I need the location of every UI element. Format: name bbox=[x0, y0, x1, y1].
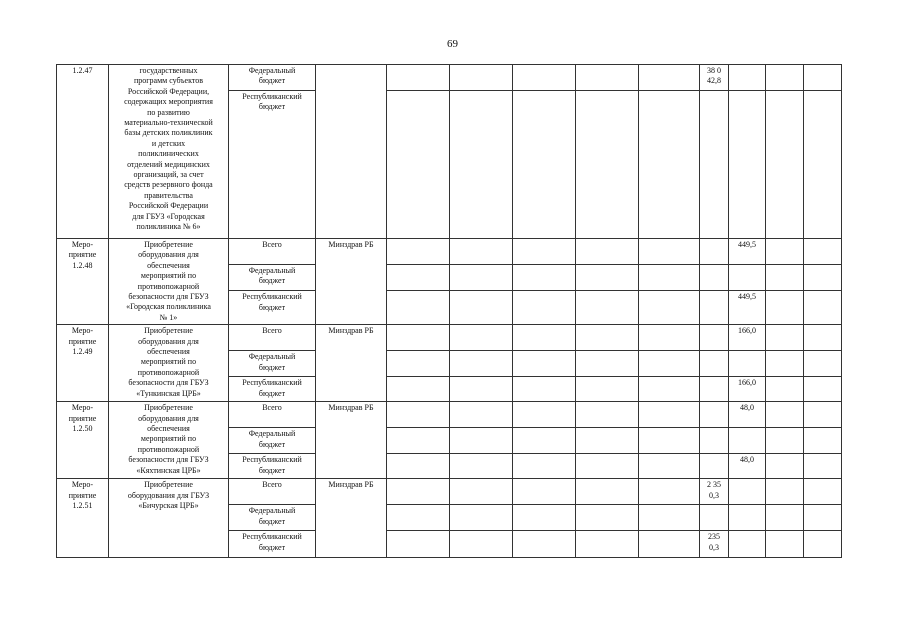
value-cell bbox=[450, 351, 513, 377]
value-cell bbox=[450, 325, 513, 351]
value-cell bbox=[513, 291, 576, 325]
value-cell bbox=[513, 91, 576, 239]
value-cell bbox=[639, 402, 700, 428]
value-cell bbox=[639, 377, 700, 402]
measure-description-cell: Приобретение оборудования для обеспечения мероприятий по противопожарной безопасности для ГБУЗ «Городская поликлиника № 1» bbox=[109, 239, 229, 325]
value-cell bbox=[513, 239, 576, 265]
value-cell bbox=[766, 351, 804, 377]
funding-source-cell: Республиканский бюджет bbox=[229, 531, 316, 558]
value-cell bbox=[450, 291, 513, 325]
value-cell bbox=[576, 325, 639, 351]
executor-cell: Минздрав РБ bbox=[316, 479, 387, 558]
value-cell bbox=[700, 505, 729, 531]
value-cell bbox=[700, 402, 729, 428]
value-cell bbox=[639, 325, 700, 351]
value-cell bbox=[513, 265, 576, 291]
funding-source-cell: Всего bbox=[229, 479, 316, 505]
value-cell bbox=[450, 265, 513, 291]
funding-source-cell: Федеральный бюджет bbox=[229, 505, 316, 531]
value-cell bbox=[804, 91, 842, 239]
value-cell bbox=[450, 531, 513, 558]
funding-source-cell: Федеральный бюджет bbox=[229, 428, 316, 454]
funding-source-cell: Всего bbox=[229, 239, 316, 265]
value-cell bbox=[766, 65, 804, 91]
value-cell: 38 0 42,8 bbox=[700, 65, 729, 91]
value-cell bbox=[804, 351, 842, 377]
value-cell: 449,5 bbox=[729, 291, 766, 325]
value-cell bbox=[576, 351, 639, 377]
budget-table bbox=[56, 64, 842, 558]
value-cell bbox=[729, 351, 766, 377]
value-cell: 48,0 bbox=[729, 402, 766, 428]
table-row bbox=[57, 239, 842, 265]
value-cell bbox=[576, 505, 639, 531]
value-cell bbox=[387, 65, 450, 91]
value-cell bbox=[804, 65, 842, 91]
measure-description-cell: Приобретение оборудования для ГБУЗ «Бичурская ЦРБ» bbox=[109, 479, 229, 558]
value-cell bbox=[700, 377, 729, 402]
value-cell bbox=[387, 454, 450, 479]
value-cell bbox=[387, 505, 450, 531]
value-cell bbox=[766, 239, 804, 265]
value-cell bbox=[387, 91, 450, 239]
value-cell bbox=[387, 377, 450, 402]
value-cell bbox=[387, 479, 450, 505]
funding-source-cell: Всего bbox=[229, 402, 316, 428]
executor-cell: Минздрав РБ bbox=[316, 402, 387, 479]
value-cell bbox=[576, 479, 639, 505]
value-cell bbox=[700, 428, 729, 454]
value-cell bbox=[387, 325, 450, 351]
table-row bbox=[57, 402, 842, 428]
page-number: 69 bbox=[447, 38, 458, 50]
executor-cell bbox=[316, 65, 387, 239]
value-cell bbox=[576, 291, 639, 325]
value-cell bbox=[576, 531, 639, 558]
value-cell bbox=[729, 428, 766, 454]
value-cell bbox=[513, 377, 576, 402]
value-cell bbox=[639, 65, 700, 91]
measure-id-cell: Меро- приятие 1.2.51 bbox=[57, 479, 109, 558]
funding-source-cell: Федеральный бюджет bbox=[229, 65, 316, 91]
funding-source-cell: Федеральный бюджет bbox=[229, 351, 316, 377]
value-cell bbox=[576, 265, 639, 291]
value-cell bbox=[804, 239, 842, 265]
measure-id-cell: 1.2.47 bbox=[57, 65, 109, 239]
table-row bbox=[57, 479, 842, 505]
value-cell bbox=[513, 531, 576, 558]
value-cell bbox=[766, 402, 804, 428]
value-cell bbox=[450, 479, 513, 505]
value-cell bbox=[576, 65, 639, 91]
value-cell bbox=[450, 454, 513, 479]
value-cell bbox=[513, 351, 576, 377]
value-cell bbox=[804, 265, 842, 291]
table-row bbox=[57, 65, 842, 91]
value-cell bbox=[639, 351, 700, 377]
value-cell bbox=[804, 377, 842, 402]
value-cell bbox=[450, 402, 513, 428]
value-cell bbox=[639, 479, 700, 505]
value-cell bbox=[639, 291, 700, 325]
value-cell bbox=[766, 428, 804, 454]
value-cell bbox=[804, 291, 842, 325]
value-cell bbox=[387, 291, 450, 325]
value-cell bbox=[450, 91, 513, 239]
value-cell bbox=[639, 265, 700, 291]
value-cell bbox=[576, 402, 639, 428]
value-cell bbox=[513, 325, 576, 351]
value-cell bbox=[639, 239, 700, 265]
value-cell bbox=[766, 454, 804, 479]
value-cell bbox=[387, 239, 450, 265]
value-cell bbox=[576, 454, 639, 479]
executor-cell: Минздрав РБ bbox=[316, 239, 387, 325]
measure-id-cell: Меро- приятие 1.2.49 bbox=[57, 325, 109, 402]
value-cell bbox=[450, 428, 513, 454]
measure-description-cell: Приобретение оборудования для обеспечения мероприятий по противопожарной безопасности для ГБУЗ «Кяхтинская ЦРБ» bbox=[109, 402, 229, 479]
value-cell bbox=[450, 239, 513, 265]
value-cell bbox=[804, 402, 842, 428]
measure-description-cell: государственных программ субъектов Российской Федерации, содержащих мероприятия по развитию материально-технической базы детских поликлиник и детских поликлинических отделений медицинских организаций, за счет средств резервного фонда правительства Российской Федерации для ГБУЗ «Городская поликлиника № 6» bbox=[109, 65, 229, 239]
value-cell bbox=[700, 91, 729, 239]
value-cell bbox=[700, 454, 729, 479]
value-cell bbox=[766, 265, 804, 291]
table-row bbox=[57, 325, 842, 351]
measure-description-cell: Приобретение оборудования для обеспечения мероприятий по противопожарной безопасности для ГБУЗ «Тункинская ЦРБ» bbox=[109, 325, 229, 402]
value-cell bbox=[729, 65, 766, 91]
value-cell bbox=[804, 428, 842, 454]
value-cell: 166,0 bbox=[729, 377, 766, 402]
funding-source-cell: Всего bbox=[229, 325, 316, 351]
value-cell bbox=[450, 377, 513, 402]
value-cell bbox=[729, 265, 766, 291]
measure-id-cell: Меро- приятие 1.2.48 bbox=[57, 239, 109, 325]
value-cell bbox=[766, 505, 804, 531]
value-cell bbox=[766, 291, 804, 325]
funding-source-cell: Федеральный бюджет bbox=[229, 265, 316, 291]
value-cell bbox=[513, 428, 576, 454]
funding-source-cell: Республиканский бюджет bbox=[229, 454, 316, 479]
value-cell bbox=[729, 505, 766, 531]
executor-cell: Минздрав РБ bbox=[316, 325, 387, 402]
funding-source-cell: Республиканский бюджет bbox=[229, 91, 316, 239]
value-cell bbox=[700, 325, 729, 351]
value-cell bbox=[804, 505, 842, 531]
value-cell bbox=[804, 325, 842, 351]
value-cell bbox=[513, 65, 576, 91]
value-cell: 449,5 bbox=[729, 239, 766, 265]
value-cell bbox=[729, 531, 766, 558]
measure-id-cell: Меро- приятие 1.2.50 bbox=[57, 402, 109, 479]
value-cell bbox=[804, 531, 842, 558]
value-cell bbox=[576, 239, 639, 265]
value-cell bbox=[450, 505, 513, 531]
value-cell bbox=[766, 531, 804, 558]
value-cell bbox=[729, 479, 766, 505]
value-cell: 2 35 0,3 bbox=[700, 479, 729, 505]
value-cell bbox=[576, 377, 639, 402]
funding-source-cell: Республиканский бюджет bbox=[229, 291, 316, 325]
value-cell bbox=[700, 351, 729, 377]
value-cell bbox=[804, 479, 842, 505]
value-cell bbox=[387, 265, 450, 291]
value-cell bbox=[576, 428, 639, 454]
value-cell bbox=[804, 454, 842, 479]
value-cell bbox=[639, 505, 700, 531]
value-cell bbox=[700, 239, 729, 265]
value-cell: 48,0 bbox=[729, 454, 766, 479]
value-cell: 235 0,3 bbox=[700, 531, 729, 558]
value-cell bbox=[639, 454, 700, 479]
value-cell bbox=[766, 325, 804, 351]
funding-source-cell: Республиканский бюджет bbox=[229, 377, 316, 402]
value-cell bbox=[576, 91, 639, 239]
value-cell bbox=[639, 91, 700, 239]
value-cell bbox=[700, 265, 729, 291]
value-cell bbox=[729, 91, 766, 239]
value-cell bbox=[387, 428, 450, 454]
value-cell bbox=[639, 531, 700, 558]
value-cell bbox=[387, 531, 450, 558]
value-cell bbox=[513, 479, 576, 505]
value-cell bbox=[387, 402, 450, 428]
value-cell bbox=[766, 91, 804, 239]
value-cell bbox=[513, 454, 576, 479]
value-cell bbox=[766, 377, 804, 402]
value-cell bbox=[766, 479, 804, 505]
value-cell bbox=[387, 351, 450, 377]
value-cell bbox=[700, 291, 729, 325]
value-cell bbox=[639, 428, 700, 454]
value-cell bbox=[513, 402, 576, 428]
value-cell bbox=[513, 505, 576, 531]
value-cell: 166,0 bbox=[729, 325, 766, 351]
value-cell bbox=[450, 65, 513, 91]
